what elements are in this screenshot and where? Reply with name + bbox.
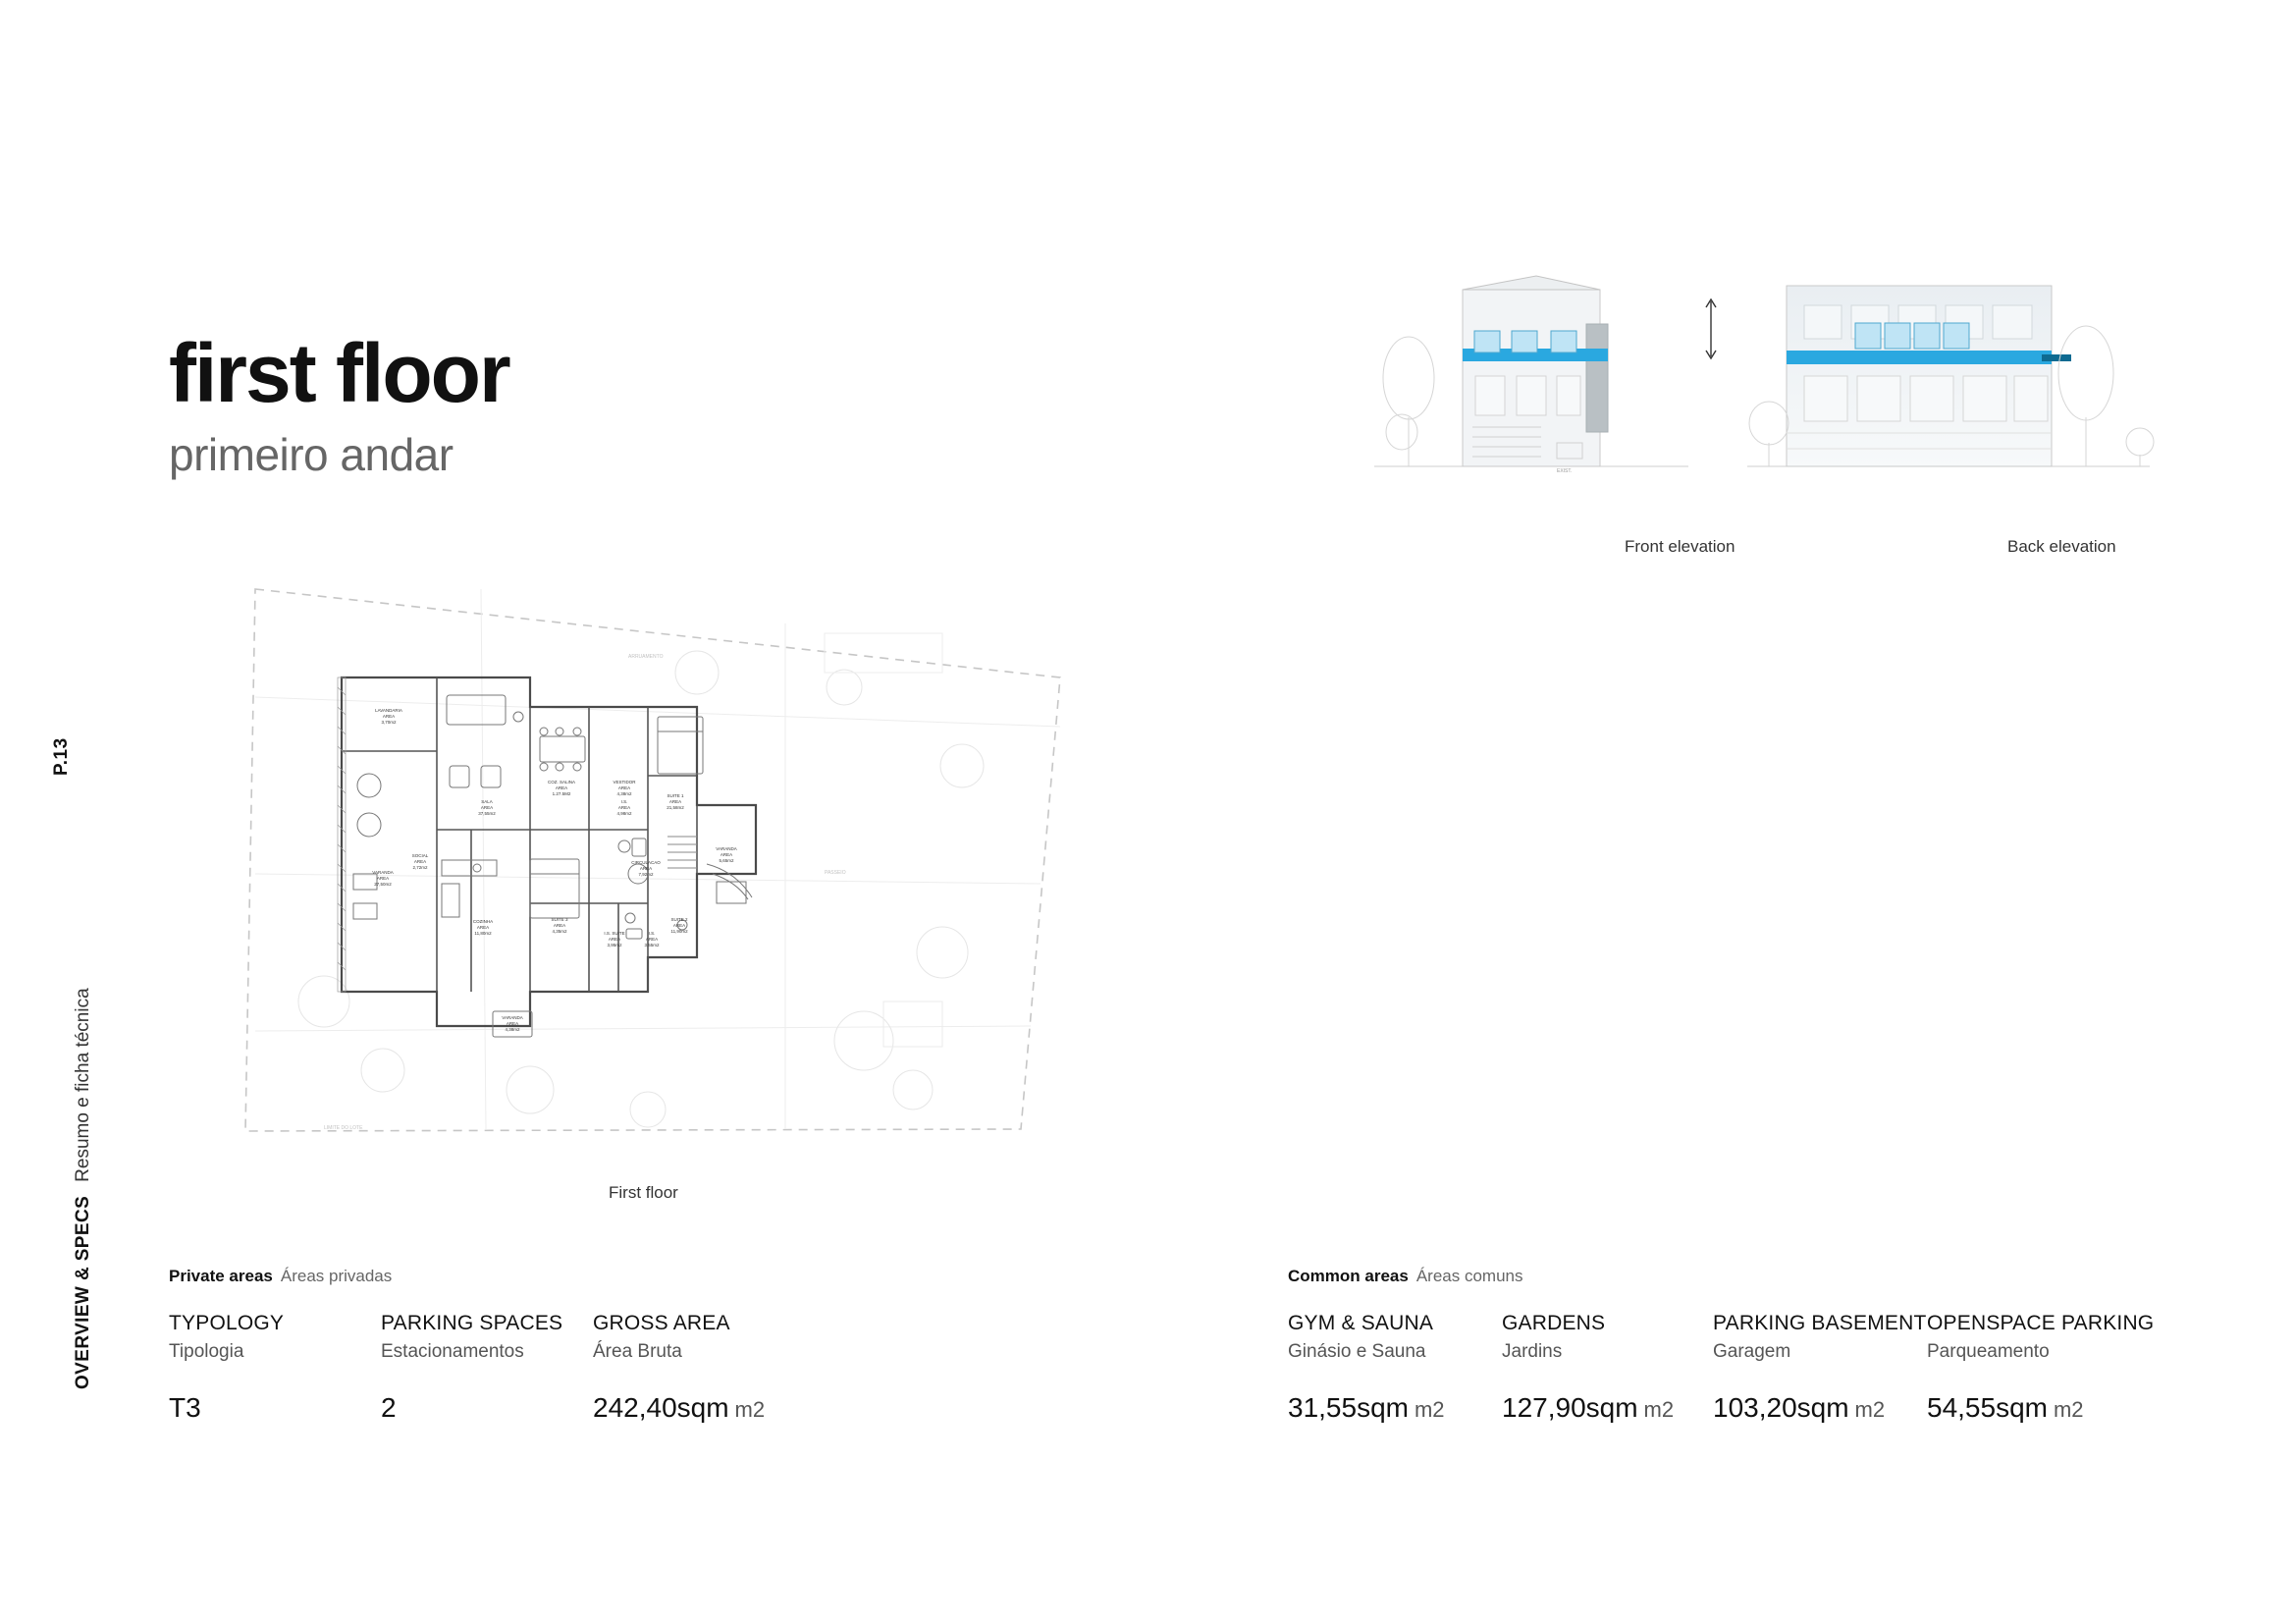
spec-gardens-number: 127,90sqm	[1502, 1392, 1638, 1423]
svg-text:COZINHA: COZINHA	[472, 919, 494, 924]
common-areas-heading	[1288, 1267, 2153, 1286]
spec-gym-unit: m2	[1414, 1397, 1445, 1422]
spec-gross-title: GROSS AREA	[593, 1312, 730, 1334]
room-label	[412, 853, 429, 870]
svg-text:AREA: AREA	[608, 937, 621, 942]
common-areas-specs	[1288, 1267, 2153, 1424]
svg-text:AREA: AREA	[506, 1021, 519, 1026]
elevations-figure	[1364, 270, 2169, 556]
room-label	[644, 931, 660, 947]
room-label	[372, 870, 393, 887]
section-subtitle: Resumo e ficha técnica	[73, 988, 93, 1182]
height-arrow-icon	[1706, 299, 1716, 358]
private-areas-heading-light: Áreas privadas	[280, 1267, 393, 1285]
room-label	[502, 1015, 522, 1032]
spec-openspace-unit: m2	[2053, 1397, 2084, 1422]
spec-parking-number: 2	[381, 1392, 397, 1423]
spec-gym-sauna	[1288, 1312, 1502, 1424]
spec-openspace-parking	[1927, 1312, 2153, 1424]
room-label	[473, 919, 493, 936]
svg-text:AREA: AREA	[413, 859, 427, 864]
elevations-drawing	[1364, 270, 2169, 535]
svg-text:I.S. SUITE: I.S. SUITE	[604, 931, 625, 936]
spec-gardens-unit: m2	[1643, 1397, 1675, 1422]
spec-basement-number: 103,20sqm	[1713, 1392, 1849, 1423]
side-rail	[51, 0, 110, 1624]
svg-text:AREA: AREA	[617, 785, 631, 790]
spec-basement-sub: Garagem	[1713, 1341, 1791, 1362]
spec-parking-title: PARKING SPACES	[381, 1312, 563, 1334]
spec-basement-unit: m2	[1854, 1397, 1886, 1422]
svg-text:LIMITE DO LOTE: LIMITE DO LOTE	[324, 1125, 363, 1131]
svg-text:1.27.5M2: 1.27.5M2	[552, 791, 571, 796]
room-label	[670, 917, 688, 934]
spec-gardens-value	[1502, 1392, 1713, 1424]
spec-openspace-sub: Parqueamento	[1927, 1341, 2050, 1362]
svg-text:VESTIDOR: VESTIDOR	[613, 780, 636, 785]
svg-text:I.S.: I.S.	[648, 931, 656, 936]
svg-text:CIRCULACAO: CIRCULACAO	[631, 860, 661, 865]
common-areas-heading-bold: Common areas	[1288, 1267, 1409, 1285]
spec-gardens-sub: Jardins	[1502, 1341, 1563, 1362]
svg-text:SUITE 2: SUITE 2	[670, 917, 688, 922]
spec-gross-value	[593, 1392, 848, 1424]
room-label	[478, 799, 496, 816]
room-label	[613, 780, 636, 796]
front-elevation-drawing	[1374, 276, 1688, 474]
svg-text:LAVANDARIA: LAVANDARIA	[375, 708, 402, 713]
svg-text:VARANDA: VARANDA	[716, 846, 737, 851]
spec-basement-value	[1713, 1392, 1927, 1424]
private-areas-heading	[169, 1267, 848, 1286]
room-label	[548, 780, 575, 796]
section-title: OVERVIEW & SPECS	[73, 1195, 93, 1389]
room-label	[375, 708, 402, 725]
front-elevation-caption: Front elevation	[1625, 537, 1735, 556]
room-label	[631, 860, 661, 877]
svg-text:37,55m2: 37,55m2	[478, 811, 496, 816]
svg-text:I.S.: I.S.	[620, 799, 628, 804]
private-areas-heading-bold: Private areas	[169, 1267, 273, 1285]
room-label	[551, 917, 568, 934]
back-elevation-caption: Back elevation	[2007, 537, 2116, 556]
svg-text:3,55m2: 3,55m2	[644, 943, 660, 947]
spec-typology-number: T3	[169, 1392, 201, 1423]
spec-gym-sub: Ginásio e Sauna	[1288, 1341, 1426, 1362]
svg-text:3,70m2: 3,70m2	[381, 720, 397, 725]
svg-text:ARRUAMENTO: ARRUAMENTO	[628, 654, 664, 660]
back-elevation-drawing	[1747, 286, 2154, 466]
svg-text:7,92m2: 7,92m2	[638, 872, 654, 877]
svg-text:EXIST.: EXIST.	[1557, 468, 1573, 474]
spec-typology-sub: Tipologia	[169, 1341, 244, 1362]
spec-gross-area	[593, 1312, 848, 1424]
room-label	[667, 793, 684, 810]
room-label	[616, 799, 632, 816]
svg-text:4,98m2: 4,98m2	[616, 811, 632, 816]
svg-text:SUITE 1: SUITE 1	[667, 793, 684, 798]
svg-text:AREA: AREA	[382, 714, 396, 719]
svg-text:SOCIAL: SOCIAL	[411, 853, 429, 858]
common-areas-heading-light: Áreas comuns	[1415, 1267, 1523, 1285]
spec-gross-sub: Área Bruta	[593, 1341, 682, 1362]
floor-plan-caption: First floor	[609, 1183, 678, 1202]
svg-text:4,35m2: 4,35m2	[552, 929, 567, 934]
room-label	[604, 931, 624, 947]
spec-parking-sub: Estacionamentos	[381, 1341, 524, 1362]
spec-parking-basement	[1713, 1312, 1927, 1424]
spec-gym-value	[1288, 1392, 1502, 1424]
svg-text:4,38m2: 4,38m2	[505, 1027, 520, 1032]
svg-text:AREA: AREA	[672, 923, 686, 928]
svg-text:11,80m2: 11,80m2	[474, 931, 492, 936]
floor-plan-drawing	[236, 579, 1139, 1168]
page-number: P.13	[51, 737, 72, 776]
spec-basement-title: PARKING BASEMENT	[1713, 1312, 1927, 1334]
svg-text:AREA: AREA	[617, 805, 631, 810]
svg-text:21,58m2: 21,58m2	[667, 805, 684, 810]
svg-text:AREA: AREA	[376, 876, 390, 881]
spec-gross-number: 242,40sqm	[593, 1392, 729, 1423]
svg-text:2,72m2: 2,72m2	[412, 865, 428, 870]
spec-typology-value	[169, 1392, 381, 1424]
svg-text:AREA: AREA	[555, 785, 568, 790]
spec-gardens-title: GARDENS	[1502, 1312, 1606, 1334]
svg-text:3,95m2: 3,95m2	[607, 943, 622, 947]
svg-text:AREA: AREA	[720, 852, 733, 857]
svg-text:27,50m2: 27,50m2	[374, 882, 392, 887]
svg-text:COZ. SALINA: COZ. SALINA	[547, 780, 576, 785]
spec-gardens	[1502, 1312, 1713, 1424]
accent-band-back	[1787, 351, 2052, 364]
spec-parking-value	[381, 1392, 593, 1424]
section-label	[73, 988, 94, 1389]
private-areas-specs	[169, 1267, 848, 1424]
page-title-block	[169, 327, 509, 481]
svg-text:AREA: AREA	[639, 866, 653, 871]
spec-gym-number: 31,55sqm	[1288, 1392, 1409, 1423]
svg-text:PASSEIO: PASSEIO	[825, 870, 846, 876]
svg-text:AREA: AREA	[645, 937, 659, 942]
svg-text:5,65m2: 5,65m2	[719, 858, 734, 863]
spec-parking-spaces	[381, 1312, 593, 1424]
svg-text:AREA: AREA	[553, 923, 566, 928]
svg-text:11,90m2: 11,90m2	[670, 929, 688, 934]
page-subtitle: primeiro andar	[169, 429, 454, 480]
spec-gross-unit: m2	[734, 1397, 766, 1422]
spec-gym-title: GYM & SAUNA	[1288, 1312, 1434, 1334]
spec-typology-title: TYPOLOGY	[169, 1312, 285, 1334]
svg-text:VARANDA: VARANDA	[372, 870, 394, 875]
svg-text:SALA: SALA	[481, 799, 493, 804]
svg-text:VARANDA: VARANDA	[502, 1015, 523, 1020]
svg-text:SUITE 3: SUITE 3	[551, 917, 568, 922]
svg-text:AREA: AREA	[476, 925, 490, 930]
spec-openspace-number: 54,55sqm	[1927, 1392, 2048, 1423]
svg-text:AREA: AREA	[480, 805, 494, 810]
spec-openspace-value	[1927, 1392, 2153, 1424]
spec-typology	[169, 1312, 381, 1424]
room-label	[716, 846, 736, 863]
svg-text:4,38m2: 4,38m2	[616, 791, 632, 796]
spec-openspace-title: OPENSPACE PARKING	[1927, 1312, 2155, 1334]
page-title: first floor	[169, 327, 509, 419]
svg-text:AREA: AREA	[668, 799, 682, 804]
floor-plan-figure	[236, 579, 1139, 1168]
